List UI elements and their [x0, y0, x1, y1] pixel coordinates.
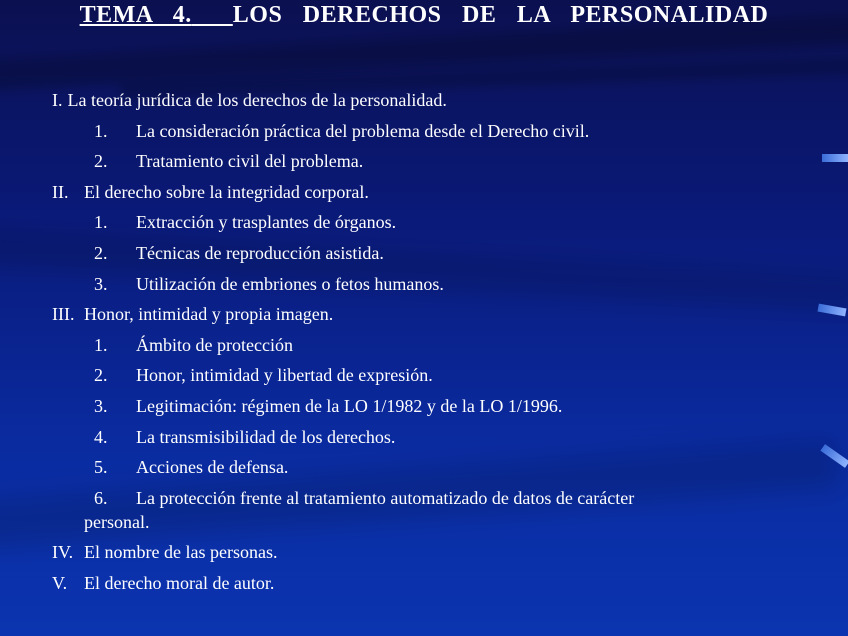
- item-number: 6.: [94, 487, 108, 508]
- item-text: La transmisibilidad de los derechos.: [136, 426, 396, 447]
- item-text: Técnicas de reproducción asistida.: [136, 242, 384, 263]
- item-first-line: [52, 486, 812, 510]
- item-number: 4.: [94, 426, 108, 447]
- title-underlined-gap: [192, 2, 233, 28]
- item-number: 1.: [94, 212, 108, 233]
- list-item: [52, 272, 812, 296]
- item-number: 2.: [94, 365, 108, 386]
- item-text: Utilización de embriones o fetos humanos.: [136, 273, 444, 294]
- item-text: Tratamiento civil del problema.: [136, 151, 364, 172]
- item-number: 3.: [94, 273, 108, 294]
- section-heading: [52, 88, 812, 112]
- section-text: El nombre de las personas.: [84, 542, 278, 563]
- section-heading: [52, 180, 812, 204]
- list-item: [52, 486, 812, 534]
- title-lead: TEMA 4.: [79, 2, 192, 28]
- item-number: 5.: [94, 457, 108, 478]
- topic-outline: [52, 88, 812, 602]
- decorative-accent: [820, 444, 848, 468]
- section-numeral: II.: [52, 181, 69, 202]
- item-number: 1.: [94, 120, 108, 141]
- item-text: Honor, intimidad y libertad de expresión.: [136, 365, 433, 386]
- list-item: [52, 455, 812, 479]
- section-heading: [52, 571, 812, 595]
- list-item: [52, 119, 812, 143]
- item-continuation: personal.: [84, 511, 150, 532]
- list-item: [52, 425, 812, 449]
- section-text: La teoría jurídica de los derechos de la personalidad.: [67, 90, 447, 110]
- item-number: 3.: [94, 395, 108, 416]
- item-text: Legitimación: régimen de la LO 1/1982 y de la LO 1/1996.: [136, 395, 563, 416]
- item-text: La protección frente al tratamiento automatizado de datos de carácter: [136, 487, 635, 508]
- list-item: [52, 333, 812, 357]
- item-text: La consideración práctica del problema desde el Derecho civil.: [136, 120, 590, 141]
- section-text: Honor, intimidad y propia imagen.: [84, 304, 334, 325]
- decorative-accent: [818, 304, 847, 317]
- item-text: Extracción y trasplantes de órganos.: [136, 212, 397, 233]
- decorative-accent: [822, 154, 848, 162]
- section-numeral: V.: [52, 572, 68, 593]
- list-item: [52, 241, 812, 265]
- section-numeral: I.: [52, 90, 63, 110]
- list-item: [52, 210, 812, 234]
- section-heading: [52, 540, 812, 564]
- item-number: 1.: [94, 334, 108, 355]
- section-numeral: IV.: [52, 542, 74, 563]
- item-text: Acciones de defensa.: [136, 457, 289, 478]
- slide-title: [0, 2, 848, 29]
- item-text: Ámbito de protección: [136, 334, 293, 355]
- list-item: [52, 149, 812, 173]
- section-numeral: III.: [52, 304, 75, 325]
- list-item: [52, 394, 812, 418]
- list-item: [52, 363, 812, 387]
- section-text: El derecho moral de autor.: [84, 572, 275, 593]
- section-heading: [52, 302, 812, 326]
- section-text: El derecho sobre la integridad corporal.: [84, 181, 369, 202]
- title-rest: LOS DERECHOS DE LA PERSONALIDAD: [232, 2, 769, 28]
- item-number: 2.: [94, 242, 108, 263]
- item-number: 2.: [94, 151, 108, 172]
